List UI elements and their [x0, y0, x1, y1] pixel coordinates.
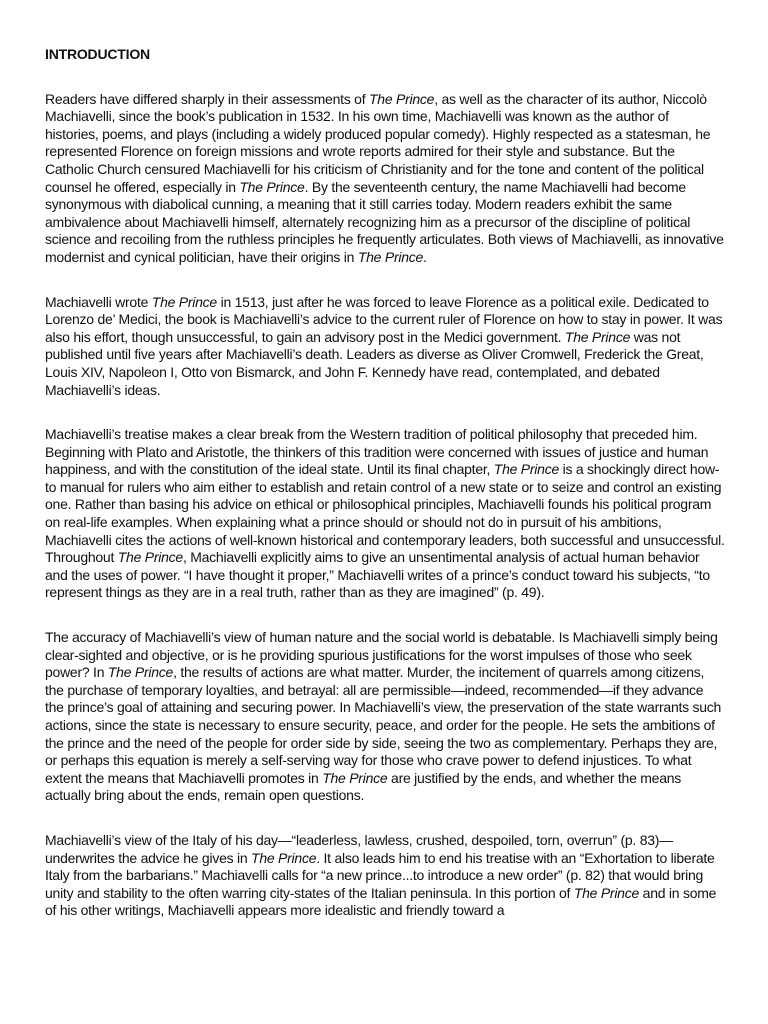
- document-page: [45, 46, 725, 947]
- paragraph-text-run: Readers have differed sharply in their assessments of: [45, 90, 369, 107]
- paragraph-text-run: . It also leads him to end his treatise with an “Exhortation to liberate Italy from the barbarians.” Machiavelli calls for “a new prince...to introduce a new order” (p. 82) that would bring unity and stability to the often warring city-states of the Italian peninsula. In this portion of: [45, 849, 715, 901]
- book-title-italic: The Prince: [117, 549, 183, 566]
- book-title-italic: The Prince: [239, 178, 305, 195]
- paragraph-text-run: is a shockingly direct how-to manual for rulers who aim either to establish and retain control of a new state or to seize and control an existing one. Rather than basing his advice on ethical or philosophical principles, Machiavelli founds his political program on real-life examples. When explaining what a prince should or should not do in pursuit of his ambitions, Machiavelli cites the actions of well-known historical and contemporary leaders, both successful and unsuccessful. Throughout: [45, 461, 725, 566]
- book-title-italic: The Prince: [322, 769, 388, 786]
- paragraph-text-run: was not published until five years after Machiavelli’s death. Leaders as diverse as Oliver Cromwell, Frederick the Great, Louis XIV, Napoleon I, Otto von Bismarck, and John F. Kennedy have read, contemplated, and debated Machiavelli’s ideas.: [45, 328, 704, 398]
- paragraph-text-run: Machiavelli’s view of the Italy of his day—“leaderless, lawless, crushed, despoiled, torn, overrun” (p. 83)—underwrites the advice he gives in: [45, 831, 673, 866]
- paragraph-text-run: . By the seventeenth century, the name Machiavelli had become synonymous with diabolical cunning, a meaning that it still carries today. Modern readers exhibit the same ambivalence about Machiavelli himself, alternately recognizing him as a precursor of the discipline of political science and recoiling from the ruthless principles he frequently articulates. Both views of Machiavelli, as innovative modernist and cynical politician, have their origins in: [45, 178, 724, 265]
- paragraph-text-run: .: [423, 248, 427, 265]
- paragraph-text-run: are justified by the ends, and whether the means actually bring about the ends, remain open questions.: [45, 769, 682, 804]
- paragraph-text-run: The accuracy of Machiavelli’s view of human nature and the social world is debatable. Is Machiavelli simply being clear-sighted and objective, or is he providing spurious justifications for the worst impulses of those who seek power? In: [45, 629, 718, 681]
- paragraph: [45, 832, 725, 920]
- paragraph-text-run: Machiavelli’s treatise makes a clear break from the Western tradition of political philosophy that preceded him. Beginning with Plato and Aristotle, the thinkers of this tradition were concerned with issues of justice and human happiness, and with the constitution of the ideal state. Until its final chapter,: [45, 426, 709, 478]
- book-title-italic: The Prince: [493, 461, 559, 478]
- book-title-italic: The Prince: [573, 884, 640, 901]
- paragraph: [45, 629, 725, 805]
- paragraph-text-run: and in some of his other writings, Machiavelli appears more idealistic and friendly toward a: [45, 884, 717, 919]
- paragraph: [45, 426, 725, 602]
- paragraph-text-run: Machiavelli wrote: [45, 293, 152, 310]
- book-title-italic: The Prince: [564, 328, 631, 345]
- paragraph-text-run: , as well as the character of its author, Niccolò Machiavelli, since the book’s publication in 1532. In his own time, Machiavelli was known as the author of histories, poems, and plays (including a widely produced popular comedy). Highly respected as a statesman, he represented Florence on foreign missions and wrote reports admired for their style and substance. But the Catholic Church censured Machiavelli for his criticism of Christianity and for the tone and content of the political counsel he offered, especially in: [45, 90, 711, 195]
- body-text: [45, 91, 725, 920]
- book-title-italic: The Prince: [368, 90, 435, 107]
- paragraph-text-run: in 1513, just after he was forced to leave Florence as a political exile. Dedicated to Lorenzo de’ Medici, the book is Machiavelli’s advice to the current ruler of Florence on how to stay in power. It was also his effort, though unsuccessful, to gain an advisory post in the Medici government.: [45, 293, 723, 345]
- paragraph-text-run: , Machiavelli explicitly aims to give an unsentimental analysis of actual human behavior and the uses of power. “I have thought it proper,” Machiavelli writes of a prince’s conduct toward his subjects, “to represent things as they are in a real truth, rather than as they are imagined” (p. 49).: [45, 549, 710, 601]
- book-title-italic: The Prince: [357, 248, 424, 265]
- book-title-italic: The Prince: [251, 849, 317, 866]
- book-title-italic: The Prince: [151, 293, 217, 310]
- paragraph: [45, 294, 725, 400]
- section-heading: INTRODUCTION: [45, 46, 150, 62]
- paragraph: [45, 91, 725, 267]
- book-title-italic: The Prince: [107, 664, 174, 681]
- paragraph-text-run: , the results of actions are what matter. Murder, the incitement of quarrels among citizens, the purchase of temporary loyalties, and betrayal: all are permissible—indeed, recommended—if they advance the prince’s goal of attaining and securing power. In Machiavelli’s view, the preservation of the state warrants such actions, since the state is necessary to ensure security, peace, and order for the people. He sets the ambitions of the prince and the need of the people for order side by side, seeing the two as complementary. Perhaps they are, or perhaps this equation is merely a self-serving way for those who crave power to defend injustices. To what extent the means that Machiavelli promotes in: [45, 664, 722, 786]
